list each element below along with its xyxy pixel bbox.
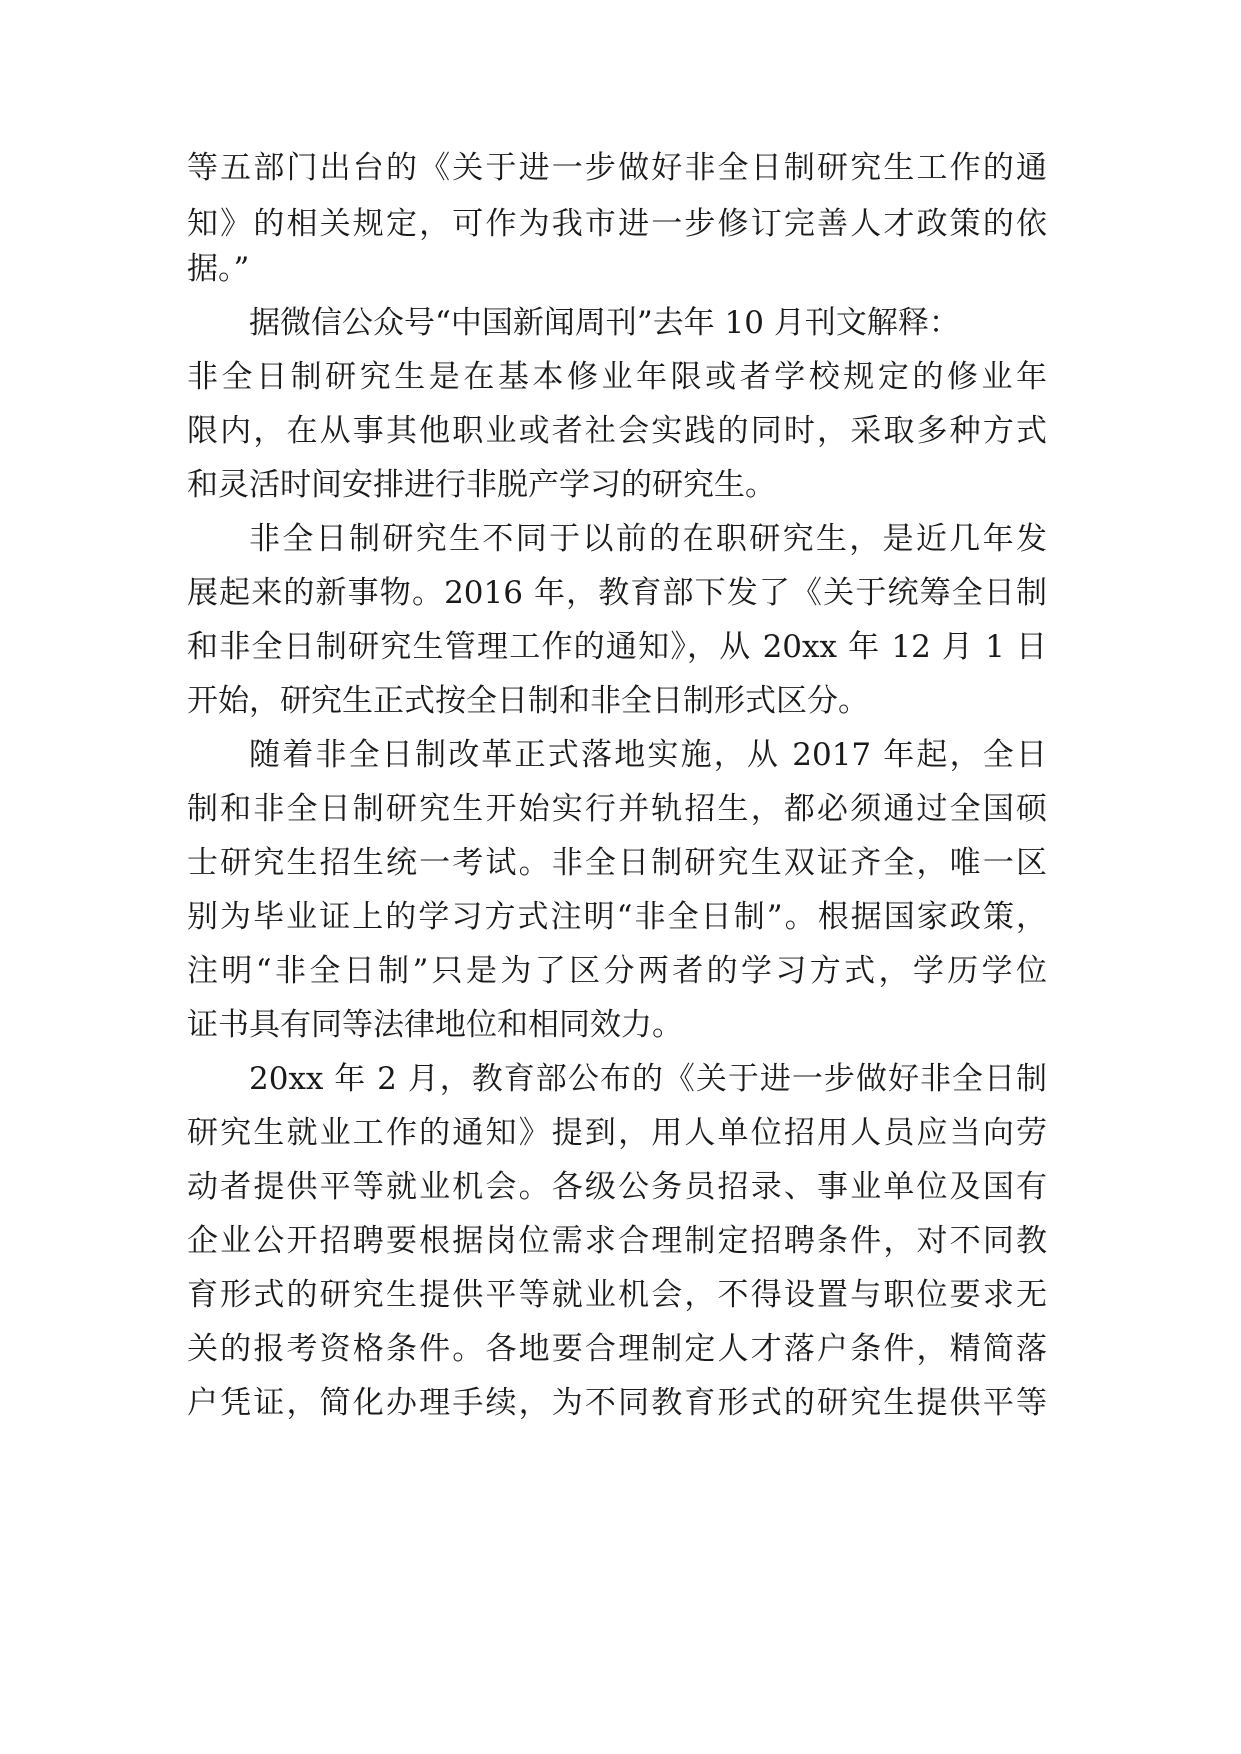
text-line: 制和非全日制研究生开始实行并轨招生，都必须通过全国硕	[187, 791, 1047, 827]
text-line: 非全日制研究生是在基本修业年限或者学校规定的修业年	[187, 359, 1047, 395]
paragraph-first-line: 20xx 年 2 月，教育部公布的《关于进一步做好非全日制	[249, 1061, 1047, 1097]
text-line: 动者提供平等就业机会。各级公务员招录、事业单位及国有	[187, 1169, 1047, 1205]
text-line: 和非全日制研究生管理工作的通知》，从 20xx 年 12 月 1 日	[187, 629, 1047, 665]
text-line: 展起来的新事物。2016 年，教育部下发了《关于统筹全日制	[187, 575, 1047, 611]
text-line: 注明“非全日制”只是为了区分两者的学习方式，学历学位	[187, 953, 1047, 989]
text-line: 据。”	[187, 251, 250, 287]
text-line: 士研究生招生统一考试。非全日制研究生双证齐全，唯一区	[187, 845, 1047, 881]
paragraph-first-line: 据微信公众号“中国新闻周刊”去年 10 月刊文解释：	[249, 305, 960, 341]
text-line: 等五部门出台的《关于进一步做好非全日制研究生工作的通	[187, 150, 1047, 186]
text-line: 知》的相关规定，可作为我市进一步修订完善人才政策的依	[187, 206, 1047, 242]
text-line: 别为毕业证上的学习方式注明“非全日制”。根据国家政策，	[187, 899, 1047, 935]
text-line: 研究生就业工作的通知》提到，用人单位招用人员应当向劳	[187, 1115, 1047, 1151]
text-line: 限内，在从事其他职业或者社会实践的同时，采取多种方式	[187, 413, 1047, 449]
text-line: 户凭证，简化办理手续，为不同教育形式的研究生提供平等	[187, 1385, 1047, 1421]
paragraph-first-line: 非全日制研究生不同于以前的在职研究生，是近几年发	[249, 521, 1047, 557]
paragraph-first-line: 随着非全日制改革正式落地实施，从 2017 年起，全日	[249, 737, 1047, 773]
text-line: 开始，研究生正式按全日制和非全日制形式区分。	[187, 683, 869, 719]
text-line: 和灵活时间安排进行非脱产学习的研究生。	[187, 467, 776, 503]
text-line: 关的报考资格条件。各地要合理制定人才落户条件，精简落	[187, 1331, 1047, 1367]
text-line: 企业公开招聘要根据岗位需求合理制定招聘条件，对不同教	[187, 1223, 1047, 1259]
text-line: 证书具有同等法律地位和相同效力。	[187, 1007, 683, 1043]
text-line: 育形式的研究生提供平等就业机会，不得设置与职位要求无	[187, 1277, 1047, 1313]
